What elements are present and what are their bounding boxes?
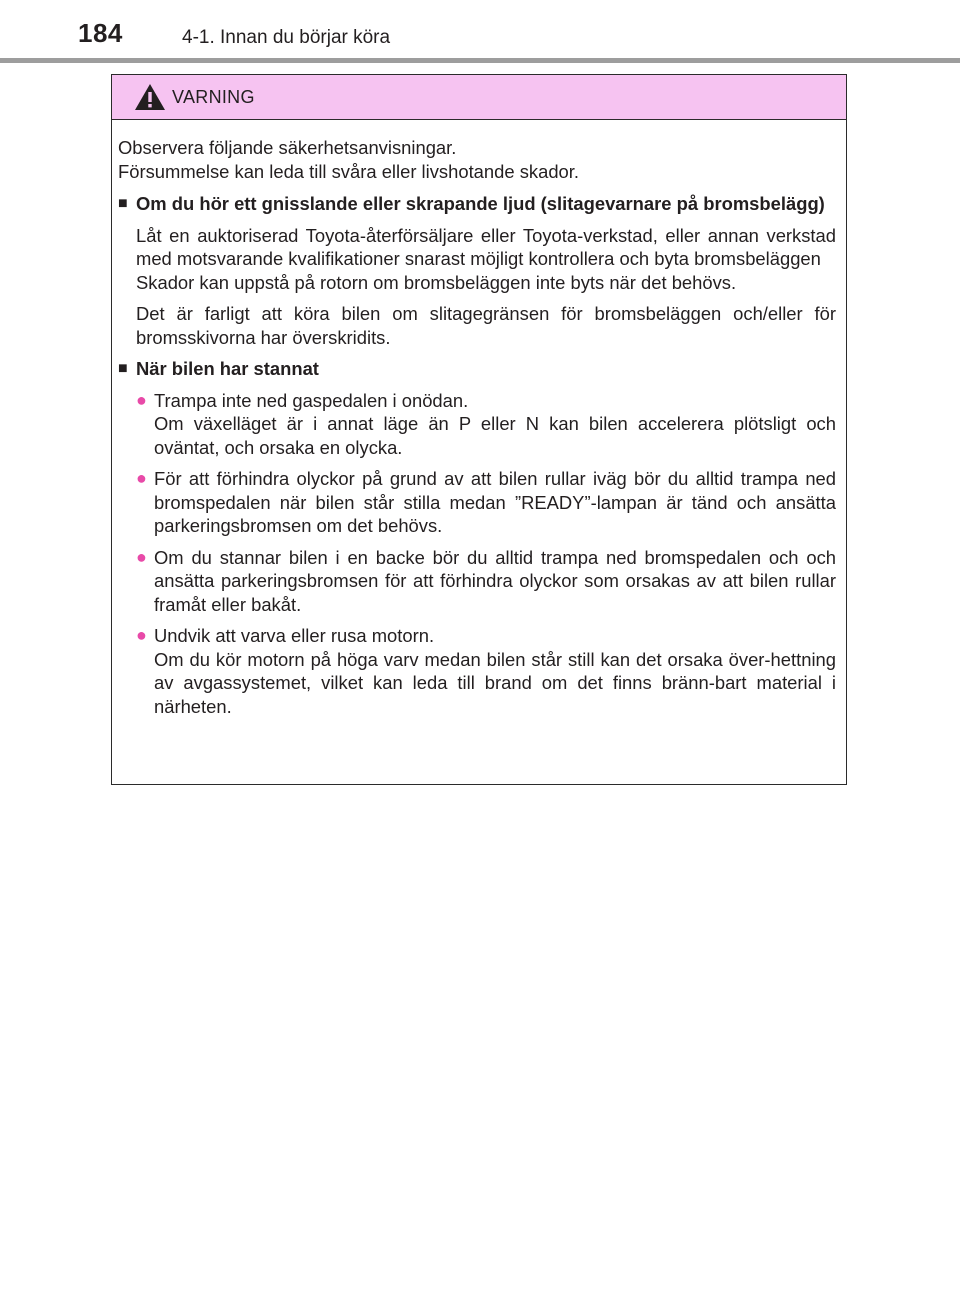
list-item xyxy=(136,389,836,460)
square-bullet-icon: ■ xyxy=(118,195,128,212)
page-header xyxy=(0,0,960,64)
page-number: 184 xyxy=(78,18,123,48)
bullet-lead: Trampa inte ned gaspedalen i onödan. xyxy=(154,389,469,411)
bullet-lead: För att förhindra olyckor på grund av att bilen rullar iväg bör du alltid trampa ned bromspedalen när bilen står stilla medan ”READY”-lampan är tänd och ansätta parkeringsbromsen om det behövs. xyxy=(154,468,836,536)
section-heading xyxy=(118,357,836,381)
warning-body xyxy=(112,120,846,718)
section-paragraph: Det är farligt att köra bilen om slitagegränsen för bromsbeläggen och/eller för bromsskivorna har överskridits. xyxy=(136,303,836,348)
paragraph-text: Låt en auktoriserad Toyota-återförsäljare eller Toyota-verkstad, eller annan verkstad med motsvarande kvalifikationer snarast möjligt kontrollera och byta bromsbeläggen xyxy=(136,224,836,269)
bullet-dot-icon: ● xyxy=(136,625,147,645)
warning-label: VARNING xyxy=(172,87,255,107)
intro-line: Försummelse kan leda till svåra eller livshotande skador. xyxy=(118,160,579,182)
warning-box xyxy=(111,74,847,785)
section-heading xyxy=(118,192,836,216)
section-paragraph xyxy=(136,224,836,295)
intro-line: Observera följande säkerhetsanvisningar. xyxy=(118,137,457,158)
bullet-lead: Undvik att varva eller rusa motorn. xyxy=(154,625,435,646)
header-rule xyxy=(0,58,960,63)
list-item xyxy=(136,624,836,718)
list-item xyxy=(136,467,836,538)
square-bullet-icon: ■ xyxy=(118,360,128,377)
paragraph-text: Skador kan uppstå på rotorn om bromsbeläggen inte byts när det behövs. xyxy=(136,271,737,293)
list-item xyxy=(136,546,836,617)
warning-intro xyxy=(118,136,836,183)
section-heading-text: Om du hör ett gnisslande eller skrapande ljud (slitagevarnare på bromsbelägg) xyxy=(136,193,825,214)
warning-triangle-icon xyxy=(134,83,166,111)
warning-header xyxy=(112,75,846,120)
bullet-lead: Om du stannar bilen i en backe bör du alltid trampa ned bromspedalen och och ansätta parkeringsbromsen för att förhindra olyckor som orsakas av att bilen rullar framåt eller bakåt. xyxy=(154,546,836,615)
bullet-text: Om du kör motorn på höga varv medan bilen står still kan det orsaka över-hettning av avgassystemet, vilket kan leda till brand om det finns bränn-bart material i närheten. xyxy=(154,648,836,717)
bullet-text: Om växelläget är i annat läge än P eller N kan bilen accelerera plötsligt och oväntat, och orsaka en olycka. xyxy=(154,413,836,458)
section-heading-text: När bilen har stannat xyxy=(136,358,319,379)
bullet-dot-icon: ● xyxy=(136,546,147,567)
bullet-dot-icon: ● xyxy=(136,389,147,410)
bullet-dot-icon: ● xyxy=(136,468,147,488)
section-title: 4-1. Innan du börjar köra xyxy=(182,27,391,48)
